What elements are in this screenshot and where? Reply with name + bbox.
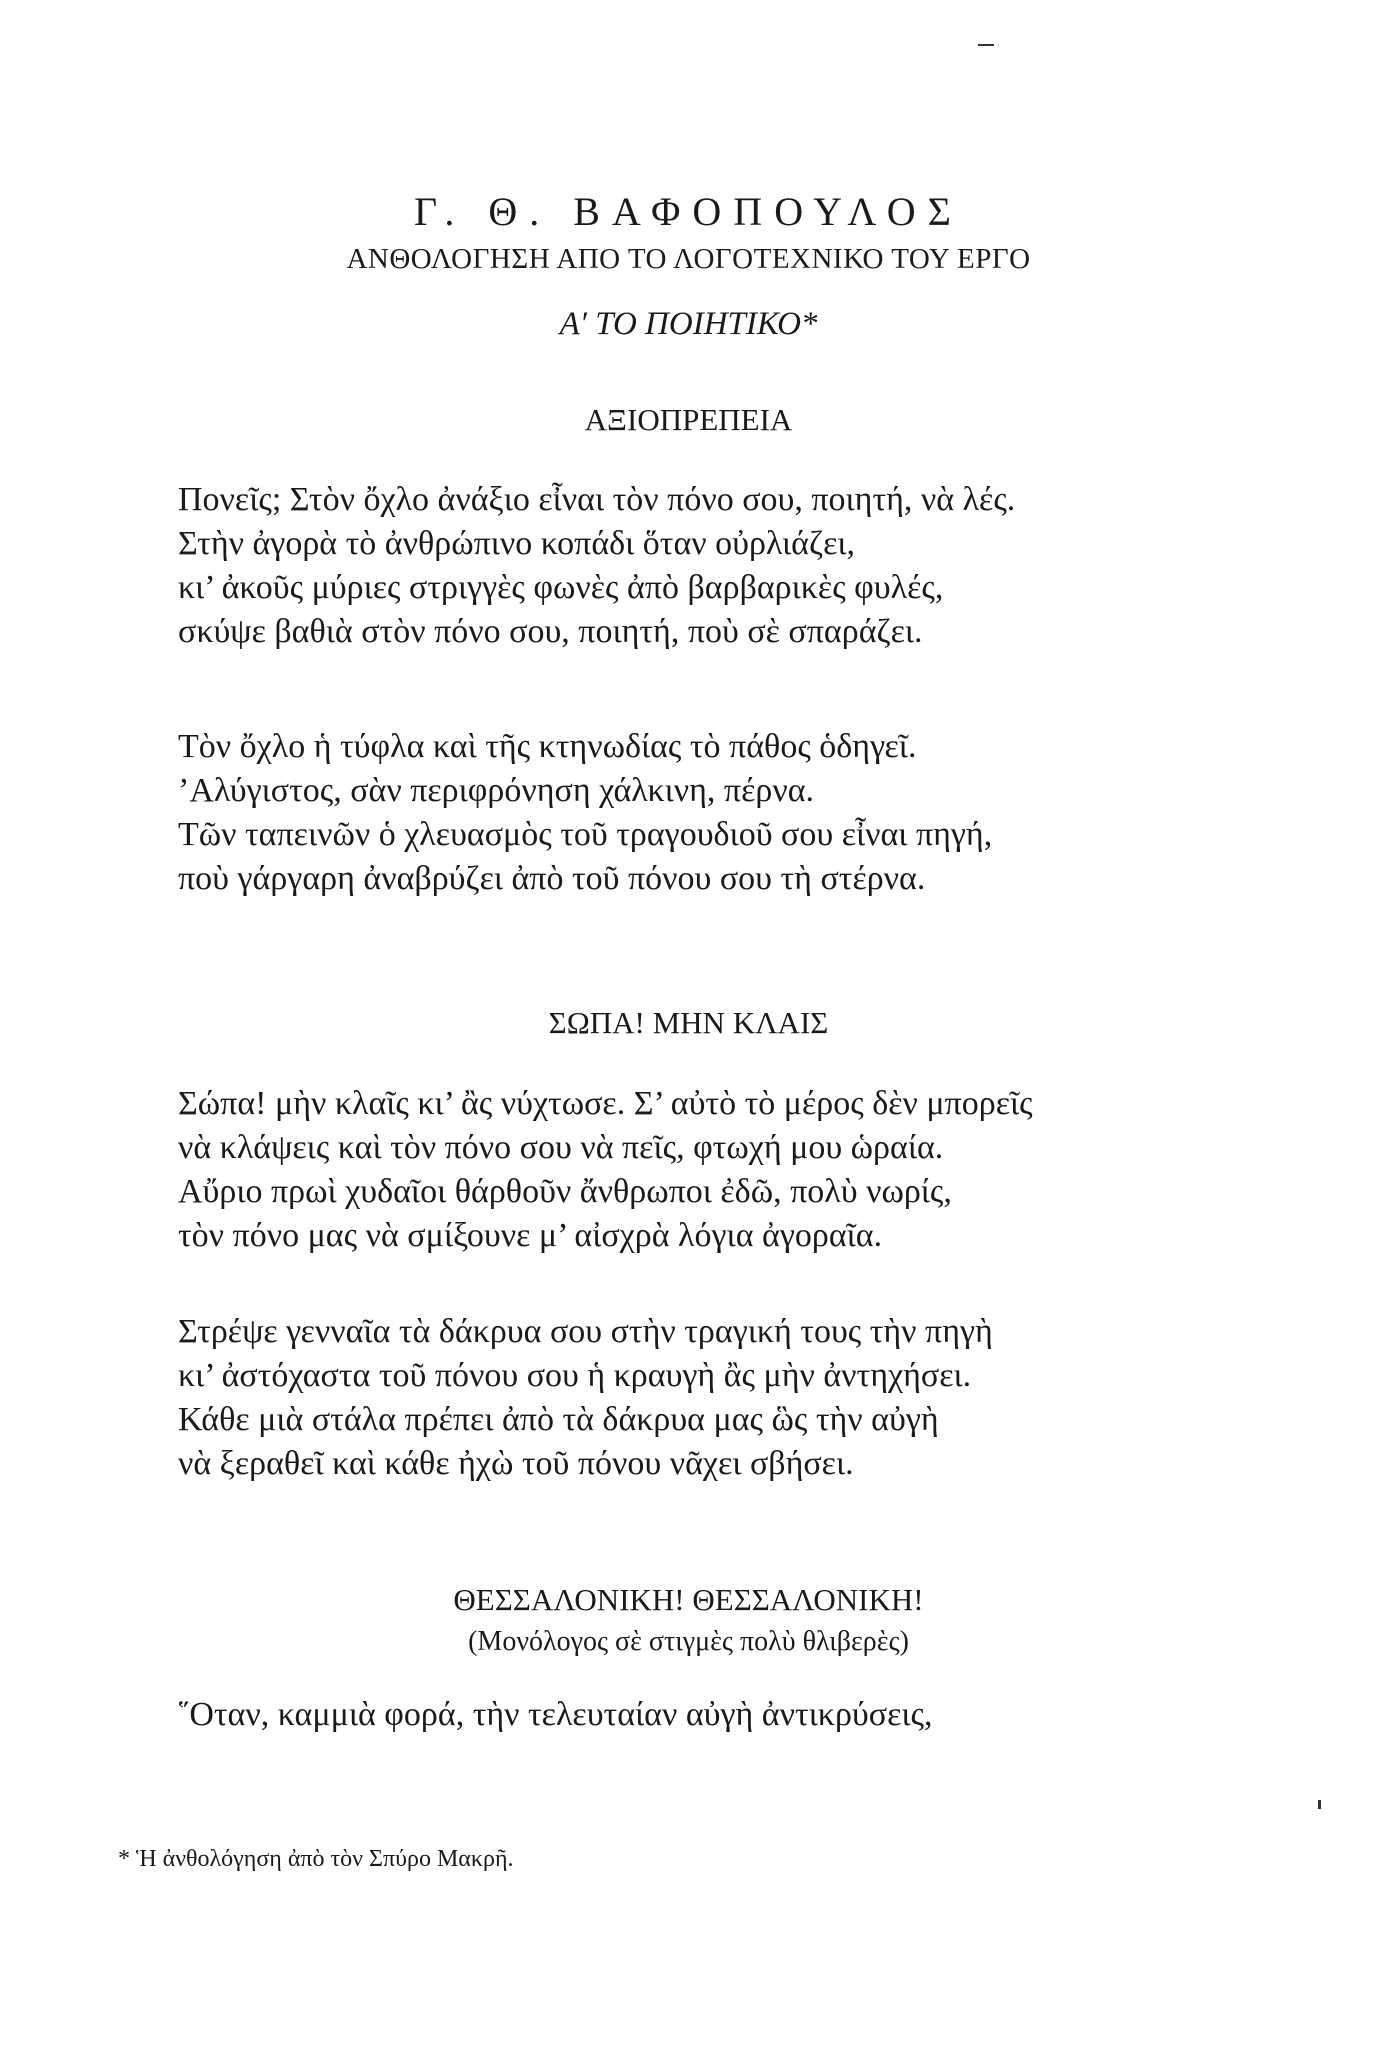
poem-line: κι’ ἀστόχαστα τοῦ πόνου σου ἡ κραυγὴ ἂς μὴν ἀντηχήσει. (178, 1357, 972, 1394)
poem-line: Κάθε μιὰ στάλα πρέπει ἀπὸ τὰ δάκρυα μας ὣς τὴν αὐγὴ (178, 1401, 939, 1438)
poem-line: ῞Οταν, καμμιὰ φορά, τὴν τελευταίαν αὐγὴ ἀντικρύσεις, (178, 1696, 933, 1733)
poem-line: Στρέψε γενναῖα τὰ δάκρυα σου στὴν τραγική τους τὴν πηγὴ (178, 1313, 993, 1350)
footnote: * Ἡ ἀνθολόγηση ἀπὸ τὸν Σπύρο Μακρῆ. (118, 1846, 514, 1872)
poem-stanza (178, 725, 992, 901)
anthology-subtitle: ΑΝΘΟΛΟΓΗΣΗ ΑΠΟ ΤΟ ΛΟΓΟΤΕΧΝΙΚΟ ΤΟΥ ΕΡΓΟ (346, 243, 1031, 275)
poem-title: ΘΕΣΣΑΛΟΝΙΚΗ! ΘΕΣΣΑΛΟΝΙΚΗ! (453, 1582, 924, 1617)
poem-stanza (178, 1310, 993, 1486)
poem-line: ποὺ γάργαρη ἀναβρύζει ἀπὸ τοῦ πόνου σου τὴ στέρνα. (178, 860, 926, 897)
poem-stanza (178, 1693, 932, 1737)
poem-stanza (178, 1082, 1033, 1258)
poem-line: ’Αλύγιστος, σὰν περιφρόνηση χάλκινη, πέρνα. (178, 772, 815, 809)
scan-mark (1318, 1800, 1321, 1809)
scan-mark (978, 44, 994, 46)
poem-line: τὸν πόνο μας νὰ σμίξουνε μ’ αἰσχρὰ λόγια ἀγοραῖα. (178, 1217, 883, 1254)
poem-line: σκύψε βαθιὰ στὸν πόνο σου, ποιητή, ποὺ σὲ σπαράζει. (178, 613, 923, 650)
poem-line: Στὴν ἀγορὰ τὸ ἀνθρώπινο κοπάδι ὅταν οὐρλιάζει, (178, 525, 855, 562)
poem-line: Αὔριο πρωὶ χυδαῖοι θάρθοῦν ἄνθρωποι ἐδῶ, πολὺ νωρίς, (178, 1173, 952, 1210)
poem-line: κι’ ἀκοῦς μύριες στριγγὲς φωνὲς ἀπὸ βαρβαρικὲς φυλές, (178, 569, 944, 606)
poem-line: Σώπα! μὴν κλαῖς κι’ ἂς νύχτωσε. Σ’ αὐτὸ τὸ μέρος δὲν μπορεῖς (178, 1085, 1033, 1122)
poem-stanza (178, 478, 1015, 654)
section-heading: Α′ ΤΟ ΠΟΙΗΤΙΚΟ* (559, 306, 818, 342)
poem-line: νὰ κλάψεις καὶ τὸν πόνο σου νὰ πεῖς, φτωχή μου ὡραία. (178, 1129, 944, 1166)
poem-title: ΣΩΠΑ! ΜΗΝ ΚΛΑΙΣ (548, 1005, 829, 1040)
poem-subtitle: (Μονόλογος σὲ στιγμὲς πολὺ θλιβερὲς) (468, 1626, 909, 1657)
poem-line: νὰ ξεραθεῖ καὶ κάθε ἠχὼ τοῦ πόνου νᾶχει σβήσει. (178, 1445, 854, 1482)
poem-line: Τῶν ταπεινῶν ὁ χλευασμὸς τοῦ τραγουδιοῦ σου εἶναι πηγή, (178, 816, 993, 853)
poem-line: Τὸν ὄχλο ἡ τύφλα καὶ τῆς κτηνωδίας τὸ πάθος ὁδηγεῖ. (178, 728, 917, 765)
poem-title: ΑΞΙΟΠΡΕΠΕΙΑ (584, 402, 793, 437)
author-name: Γ. Θ. ΒΑΦΟΠΟΥΛΟΣ (414, 189, 963, 234)
poem-line: Πονεῖς; Στὸν ὄχλο ἀνάξιο εἶναι τὸν πόνο σου, ποιητή, νὰ λές. (178, 481, 1016, 518)
